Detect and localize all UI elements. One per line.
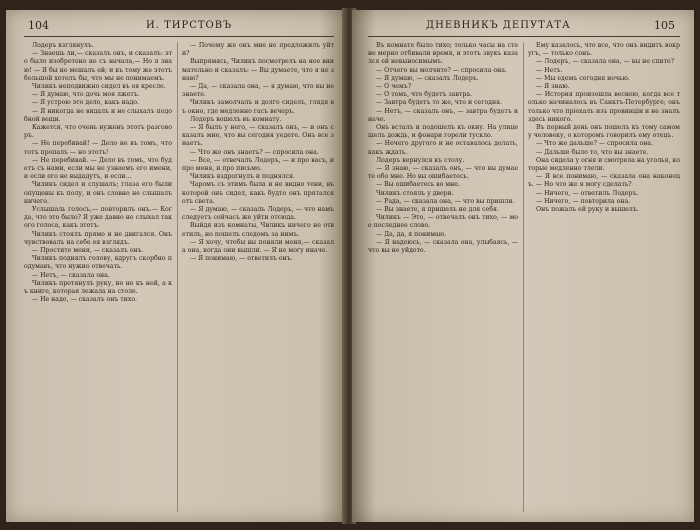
paragraph: — Завтра будетъ то же, что и сегодня. bbox=[376, 99, 502, 107]
paragraph: — Да, — сказала она, — я думаю, что вы не знаете. bbox=[182, 83, 334, 99]
left-head-rule bbox=[24, 36, 334, 37]
paragraph: — Я думаю, — сказалъ Лодеръ. bbox=[376, 74, 479, 82]
paragraph: Въ первый день онъ пошелъ къ тому самому человеку, о которомъ говорилъ ему отецъ. bbox=[528, 124, 680, 140]
paragraph: Чиликъ неподвижно сидел въ ея кресле. bbox=[32, 83, 166, 91]
right-column-2 bbox=[528, 42, 680, 514]
paragraph: — Рада, — сказала она, — что вы пришли. bbox=[376, 197, 515, 205]
paragraph: Онъ пожалъ ей руку и вышелъ. bbox=[536, 206, 639, 214]
paragraph: — Отчего вы молчите? — спросила она. bbox=[376, 66, 507, 74]
right-page-number: 105 bbox=[654, 19, 675, 32]
paragraph: Чиликъ замолчалъ и долго сиделъ, глядя въ окно, где медленно гасъ вечеръ. bbox=[182, 99, 334, 115]
paragraph: Услышаль голосъ,— повторилъ онъ.— Когда, что это было? Я уже давно не слыхал такого голоса, какъ этотъ. bbox=[24, 206, 172, 230]
paragraph: — Нетъ, — сказала она. bbox=[32, 271, 110, 279]
paragraph: — Я все понимаю, — сказала она наконецъ. — Но что же я могу сделать? bbox=[528, 173, 680, 189]
paragraph: Ему казалось, что все, что онъ видитъ вокругъ, — только сонъ. bbox=[528, 42, 680, 58]
paragraph: — Что же дальше? — спросила она. bbox=[536, 140, 653, 148]
paragraph: — Не перебивай! — Дело не въ томъ, что тотъ пропалъ — но этотъ! bbox=[24, 140, 172, 156]
paragraph: Лодеръ вошелъ въ комнату. bbox=[190, 115, 282, 123]
paragraph: Лодеръ взглянулъ. bbox=[32, 42, 94, 49]
paragraph: Чаромъ съ этимъ была и не видно тени, въ которой онъ сидел, какъ будто онъ прятался отъ света. bbox=[182, 181, 334, 205]
paragraph: — История произошла весною, когда все только начиналось въ Санктъ-Петербурге; онъ только что пріехалъ изъ провинціи и не зналъ здесь никого. bbox=[528, 91, 680, 123]
right-column-rule bbox=[523, 42, 524, 512]
paragraph: — Я думаю, — сказалъ Лодеръ, — что намъ следуетъ сейчасъ же уйти отсюда. bbox=[182, 206, 334, 222]
paragraph: Кажется, что очень нуженъ этотъ разговоръ. bbox=[24, 124, 172, 140]
paragraph: — Нетъ, — сказалъ онъ, — завтра будетъ иначе. bbox=[368, 107, 518, 123]
paragraph: — Нетъ. bbox=[536, 66, 563, 74]
right-page bbox=[352, 10, 694, 522]
paragraph: — Что же онъ знаетъ? — спросила она. bbox=[190, 148, 319, 156]
paragraph: — Не надо, — сказалъ онъ тихо. bbox=[32, 296, 138, 304]
left-column-1 bbox=[24, 42, 172, 514]
paragraph: — Все, — отвечалъ Лодеръ, — и про васъ, и про меня, и про письмо. bbox=[182, 156, 334, 173]
paragraph: Въ комнате было тихо; только часы на стене мерно отбивали время, и этотъ звукъ казался ей невыносимымъ. bbox=[368, 42, 518, 66]
right-running-head: ДНЕВНИКЪ ДЕПУТАТА bbox=[426, 20, 571, 31]
paragraph: — О чемъ? bbox=[376, 83, 412, 91]
paragraph: — Да, да, я понимаю. bbox=[376, 230, 447, 238]
left-column-2 bbox=[182, 42, 334, 514]
left-page-number: 104 bbox=[28, 19, 49, 32]
paragraph: — Мы едемъ сегодня ночью. bbox=[536, 74, 630, 82]
right-column-1 bbox=[368, 42, 518, 514]
right-head-rule bbox=[368, 36, 680, 37]
paragraph: — Дальше было то, что вы знаете. bbox=[536, 148, 649, 156]
paragraph: — Ничего, — ответилъ Лодеръ. bbox=[536, 189, 639, 197]
paragraph: — Не перебивай. — Дело въ томъ, что будетъ съ нами, если мы не узнаемъ его имени, и если его не выдадутъ, и если... bbox=[24, 156, 172, 181]
left-page bbox=[6, 10, 346, 522]
paragraph: — Я понимаю, — ответилъ онъ. bbox=[190, 255, 293, 263]
paragraph: — Я надеюсь, — сказала она, улыбаясь, — что вы не уйдете. bbox=[368, 238, 518, 255]
paragraph: — Я думаю, что дочь моя лжетъ. bbox=[32, 91, 140, 99]
paragraph: — Лодеръ, — сказала она, — вы не спите? bbox=[536, 58, 675, 66]
paragraph: — Я никогда не видалъ и не слыхалъ подобной вещи. bbox=[24, 107, 172, 123]
paragraph: Она сидела у огня и смотрела на уголья, которые медленно тлели. bbox=[528, 156, 680, 173]
paragraph: — Простите меня, — сказалъ онъ. bbox=[32, 247, 144, 255]
paragraph: Чиликъ сидел и слушалъ; глаза его были опущены къ полу, и онъ словно не слышалъ ничего. bbox=[24, 181, 172, 205]
paragraph: Выйдя изъ комнаты, Чиликъ ничего не ответилъ, но пошелъ следомъ за нимъ. bbox=[182, 222, 334, 238]
paragraph: Чиликъ протянулъ руку, но не къ ней, а къ книге, которая лежала на столе. bbox=[24, 279, 172, 296]
left-running-head: И. ТИРСТОВЪ bbox=[146, 20, 233, 31]
paragraph: Лодеръ вернулся къ столу. bbox=[376, 156, 465, 164]
paragraph: Выпрямясь, Чиликъ посмотрелъ на нее внимательно и сказалъ: — Вы думаете, что я не знаю? bbox=[182, 58, 334, 82]
paragraph: — Нечего другого и не оставалось делать, какъ ждать. bbox=[368, 140, 518, 156]
left-column-rule bbox=[177, 42, 178, 512]
paragraph: — Вы знаете, я пришелъ не для себя. bbox=[376, 206, 499, 214]
paragraph: — Я знаю, — сказалъ онъ, — что вы думаете обо мне. Но вы ошибаетесь. bbox=[368, 165, 518, 181]
paragraph: — Знаешь ли,— сказалъ онъ, и сказалъ: это было изобретено не съ начала,— Но я знаю! — Я бы не мешалъ ей; и къ тому же этотъ большой хотелъ бы, что мы не понимаемъ. bbox=[24, 50, 172, 82]
paragraph: Чиликъ вздрогнулъ и поднялся. bbox=[190, 173, 295, 181]
paragraph: — О томъ, что будетъ завтра. bbox=[376, 91, 472, 99]
paragraph: Чиликъ — Это, — отвечалъ онъ тихо, — мое последнее слово. bbox=[368, 214, 518, 230]
paragraph: — Я былъ у него, — сказалъ онъ, — и онъ сказалъ мне, что вы сегодня уедете. Онъ все знаетъ. bbox=[182, 124, 334, 148]
paragraph: — Вы ошибаетесь во мне. bbox=[376, 181, 460, 189]
paragraph: — Я знаю. bbox=[536, 83, 570, 91]
paragraph: Онъ всталъ и подошелъ къ окну. На улице шелъ дождь, и фонари горели тускло. bbox=[368, 124, 518, 140]
paragraph: — Я устрою это дело, какъ надо. bbox=[32, 99, 139, 107]
paragraph: — Ничего, — повторила она. bbox=[536, 197, 631, 205]
paragraph: — Я хочу, чтобы вы поняли меня,— сказала она, когда они вышли. — Я не могу иначе. bbox=[182, 238, 334, 255]
paragraph: Чиликъ поднялъ голову, вдругъ скорбно подумавъ, что нужно отвечать. bbox=[24, 255, 172, 271]
paragraph: Чиликъ стоялъ прямо и не двигался. Онъ чувствовалъ на себе ея взглядъ. bbox=[24, 230, 172, 246]
paragraph: Чиликъ стоялъ у двери. bbox=[376, 189, 454, 197]
paragraph: — Почему же онъ мне не предложилъ уйти? bbox=[182, 42, 334, 58]
